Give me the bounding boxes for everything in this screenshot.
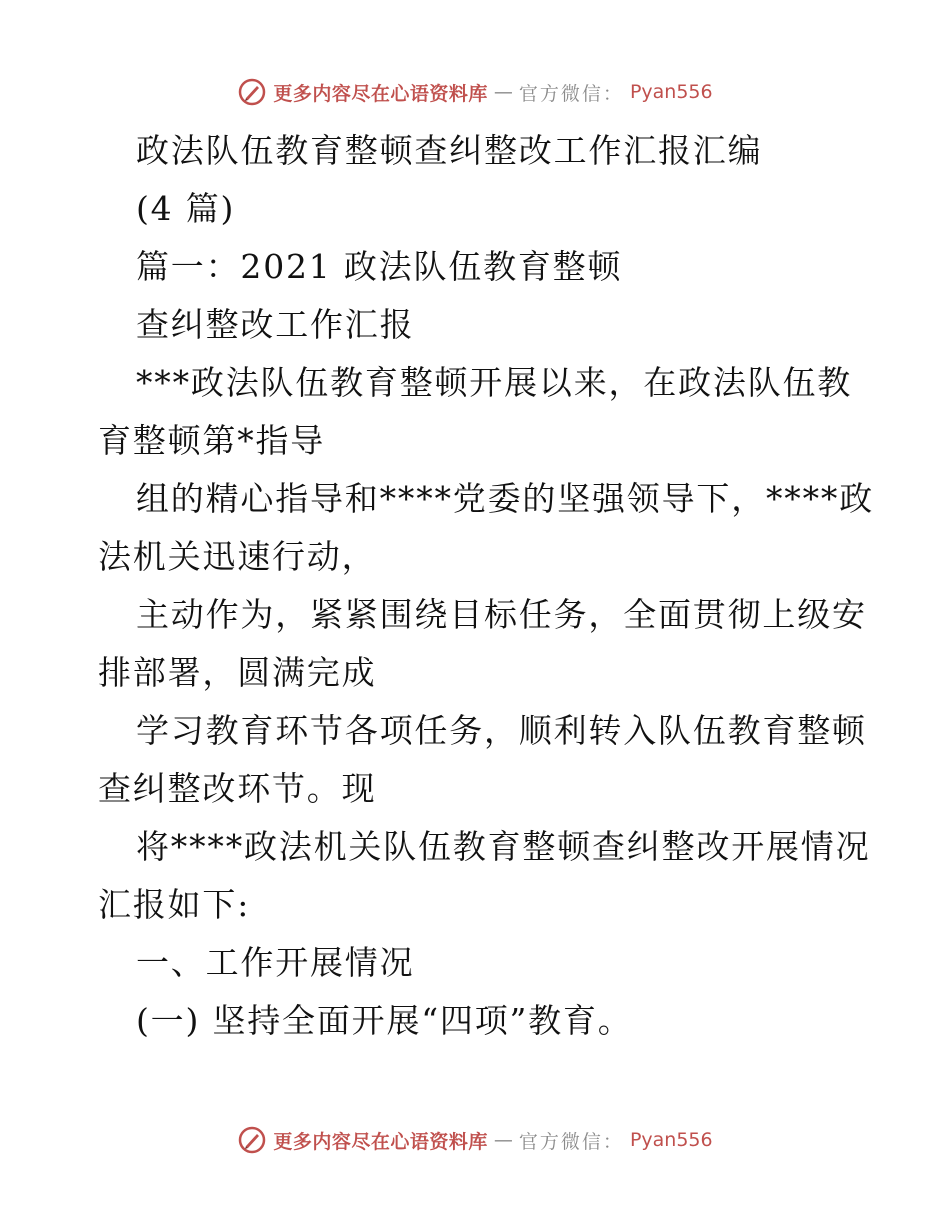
watermark-dash: — — [493, 81, 513, 103]
document-title-line-2: (4 篇) — [136, 189, 236, 228]
section-title-line-2: 查纠整改工作汇报 — [136, 305, 415, 344]
watermark-sub-text: 官方微信： — [518, 1130, 624, 1153]
document-body — [98, 122, 874, 1050]
watermark-wechat-id: Pyan556 — [629, 81, 713, 103]
header-watermark — [0, 72, 950, 112]
watermark-dash: — — [493, 1129, 513, 1151]
watermark-main-text: 更多内容尽在心语资料库 — [273, 1130, 488, 1153]
paragraph-line: 查纠整改环节。现 — [98, 769, 377, 808]
paragraph-line: 组的精心指导和****党委的坚强领导下，****政 — [136, 479, 874, 518]
watermark-wechat-id: Pyan556 — [629, 1129, 713, 1151]
subheading-four-education: (一) 坚持全面开展“四项”教育。 — [136, 1001, 633, 1040]
watermark-sub-text: 官方微信： — [518, 82, 624, 105]
section-title-line-1: 篇一：2021 政法队伍教育整顿 — [136, 247, 623, 286]
heading-work-progress: 一、工作开展情况 — [136, 943, 415, 982]
paragraph-line: 汇报如下: — [98, 885, 251, 924]
paragraph-line: ***政法队伍教育整顿开展以来，在政法队伍教 — [136, 363, 853, 402]
paragraph-line: 将****政法机关队伍教育整顿查纠整改开展情况 — [136, 827, 871, 866]
paragraph-line: 排部署，圆满完成 — [98, 653, 377, 692]
paragraph-line: 育整顿第*指导 — [98, 421, 326, 460]
document-title-line-1: 政法队伍教育整顿查纠整改工作汇报汇编 — [136, 131, 763, 170]
pen-logo-icon — [237, 1125, 267, 1155]
pen-logo-icon — [237, 77, 267, 107]
footer-watermark — [0, 1120, 950, 1160]
paragraph-line: 主动作为，紧紧围绕目标任务，全面贯彻上级安 — [136, 595, 867, 634]
paragraph-line: 法机关迅速行动， — [98, 537, 377, 576]
watermark-main-text: 更多内容尽在心语资料库 — [273, 82, 488, 105]
paragraph-line: 学习教育环节各项任务，顺利转入队伍教育整顿 — [136, 711, 867, 750]
